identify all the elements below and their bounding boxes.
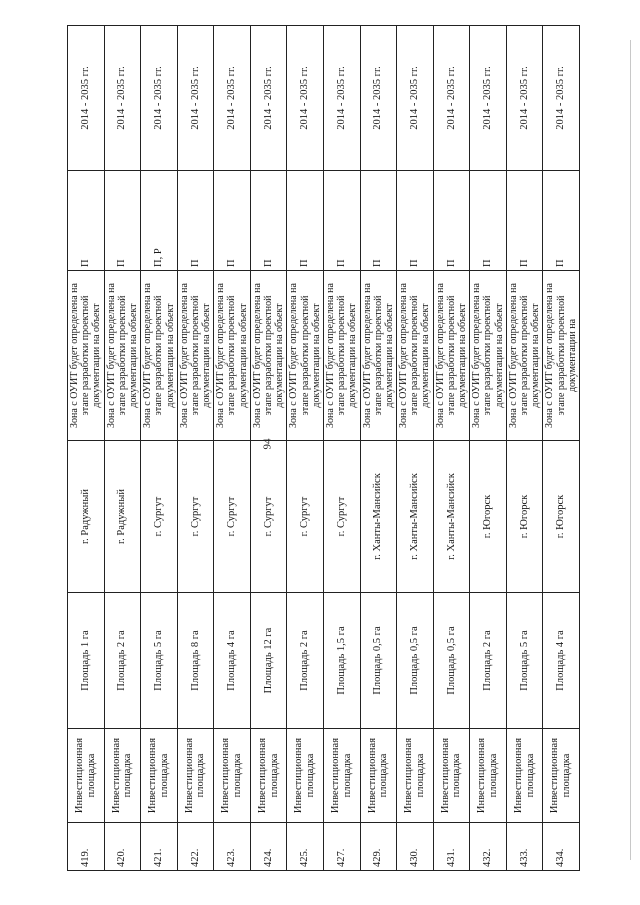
implementation-period-cell: 2014 - 2035 гг. (177, 26, 214, 171)
zone-description-cell: Зона с ОУИТ будет определена на этапе разработки проектной документации на объект (360, 271, 397, 441)
object-type-cell: Инвестиционная площадка (360, 729, 397, 823)
implementation-period-cell: 2014 - 2035 гг. (214, 26, 251, 171)
object-location-cell: г. Радужный (68, 441, 105, 593)
object-area-cell: Площадь 2 га (470, 593, 507, 729)
table-row (323, 26, 360, 871)
object-category-cell: П (506, 171, 543, 271)
object-type-cell: Инвестиционная площадка (68, 729, 105, 823)
object-location-cell: г. Радужный (104, 441, 141, 593)
object-area-cell: Площадь 1,5 га (323, 593, 360, 729)
zone-description-cell: Зона с ОУИТ будет определена на этапе разработки проектной документации на объект (214, 271, 251, 441)
object-type-cell: Инвестиционная площадка (470, 729, 507, 823)
page-number: 94 (261, 438, 274, 450)
object-category-cell: П (68, 171, 105, 271)
zone-description-cell: Зона с ОУИТ будет определена на этапе разработки проектной документации на объект (433, 271, 470, 441)
implementation-period-cell: 2014 - 2035 гг. (287, 26, 324, 171)
investment-sites-table (67, 25, 580, 871)
implementation-period-cell: 2014 - 2035 гг. (360, 26, 397, 171)
object-area-cell: Площадь 4 га (543, 593, 580, 729)
implementation-period-cell: 2014 - 2035 гг. (470, 26, 507, 171)
table-row (543, 26, 580, 871)
object-area-cell: Площадь 1 га (68, 593, 105, 729)
object-type-cell: Инвестиционная площадка (177, 729, 214, 823)
zone-description-cell: Зона с ОУИТ будет определена на этапе разработки проектной документации на (543, 271, 580, 441)
object-location-cell: г. Югорск (506, 441, 543, 593)
row-number-cell: 419. (68, 823, 105, 871)
table-row (104, 26, 141, 871)
object-area-cell: Площадь 8 га (177, 593, 214, 729)
table-row (177, 26, 214, 871)
table-row (433, 26, 470, 871)
zone-description-cell: Зона с ОУИТ будет определена на этапе разработки проектной документации на объект (104, 271, 141, 441)
object-area-cell: Площадь 5 га (141, 593, 178, 729)
zone-description-cell: Зона с ОУИТ будет определена на этапе разработки проектной документации на объект (177, 271, 214, 441)
object-area-cell: Площадь 5 га (506, 593, 543, 729)
row-number-cell: 430. (397, 823, 434, 871)
table-row (141, 26, 178, 871)
object-area-cell: Площадь 12 га (250, 593, 287, 729)
row-number-cell: 433. (506, 823, 543, 871)
table-row (214, 26, 251, 871)
row-number-cell: 427. (323, 823, 360, 871)
zone-description-cell: Зона с ОУИТ будет определена на этапе разработки проектной документации на объект (250, 271, 287, 441)
scan-margin-line (630, 40, 631, 860)
object-location-cell: г. Сургут (323, 441, 360, 593)
object-location-cell: г. Сургут (141, 441, 178, 593)
object-location-cell: г. Ханты-Мансийск (397, 441, 434, 593)
object-category-cell: П (397, 171, 434, 271)
object-type-cell: Инвестиционная площадка (287, 729, 324, 823)
object-type-cell: Инвестиционная площадка (250, 729, 287, 823)
zone-description-cell: Зона с ОУИТ будет определена на этапе разработки проектной документации на объект (141, 271, 178, 441)
table-row (250, 26, 287, 871)
object-category-cell: П (323, 171, 360, 271)
implementation-period-cell: 2014 - 2035 гг. (141, 26, 178, 171)
object-category-cell: П (543, 171, 580, 271)
implementation-period-cell: 2014 - 2035 гг. (250, 26, 287, 171)
object-type-cell: Инвестиционная площадка (397, 729, 434, 823)
row-number-cell: 432. (470, 823, 507, 871)
row-number-cell: 422. (177, 823, 214, 871)
object-category-cell: П (470, 171, 507, 271)
object-type-cell: Инвестиционная площадка (323, 729, 360, 823)
object-area-cell: Площадь 0,5 га (397, 593, 434, 729)
object-category-cell: П (214, 171, 251, 271)
object-location-cell: г. Ханты-Мансийск (433, 441, 470, 593)
object-type-cell: Инвестиционная площадка (433, 729, 470, 823)
object-category-cell: П (250, 171, 287, 271)
object-location-cell: г. Югорск (543, 441, 580, 593)
implementation-period-cell: 2014 - 2035 гг. (397, 26, 434, 171)
row-number-cell: 420. (104, 823, 141, 871)
implementation-period-cell: 2014 - 2035 гг. (433, 26, 470, 171)
row-number-cell: 434. (543, 823, 580, 871)
implementation-period-cell: 2014 - 2035 гг. (323, 26, 360, 171)
zone-description-cell: Зона с ОУИТ будет определена на этапе разработки проектной документации на объект (470, 271, 507, 441)
object-type-cell: Инвестиционная площадка (141, 729, 178, 823)
row-number-cell: 421. (141, 823, 178, 871)
zone-description-cell: Зона с ОУИТ будет определена на этапе разработки проектной документации на объект (397, 271, 434, 441)
object-location-cell: г. Сургут (250, 441, 287, 593)
table-row (397, 26, 434, 871)
table-row (506, 26, 543, 871)
object-area-cell: Площадь 0,5 га (360, 593, 397, 729)
object-area-cell: Площадь 4 га (214, 593, 251, 729)
object-category-cell: П (287, 171, 324, 271)
zone-description-cell: Зона с ОУИТ будет определена на этапе разработки проектной документации на объект (287, 271, 324, 441)
object-category-cell: П (360, 171, 397, 271)
object-category-cell: П, Р (141, 171, 178, 271)
object-type-cell: Инвестиционная площадка (543, 729, 580, 823)
table-row (287, 26, 324, 871)
zone-description-cell: Зона с ОУИТ будет определена на этапе разработки проектной документации на объект (506, 271, 543, 441)
table-row (68, 26, 105, 871)
object-location-cell: г. Ханты-Мансийск (360, 441, 397, 593)
row-number-cell: 425. (287, 823, 324, 871)
implementation-period-cell: 2014 - 2035 гг. (104, 26, 141, 171)
zone-description-cell: Зона с ОУИТ будет определена на этапе разработки проектной документации на объект (68, 271, 105, 441)
object-location-cell: г. Сургут (287, 441, 324, 593)
object-area-cell: Площадь 0,5 га (433, 593, 470, 729)
object-location-cell: г. Сургут (177, 441, 214, 593)
row-number-cell: 424. (250, 823, 287, 871)
implementation-period-cell: 2014 - 2035 гг. (68, 26, 105, 171)
zone-description-cell: Зона с ОУИТ будет определена на этапе разработки проектной документации на объект (323, 271, 360, 441)
row-number-cell: 429. (360, 823, 397, 871)
object-category-cell: П (104, 171, 141, 271)
object-location-cell: г. Сургут (214, 441, 251, 593)
implementation-period-cell: 2014 - 2035 гг. (543, 26, 580, 171)
object-category-cell: П (177, 171, 214, 271)
table-row (470, 26, 507, 871)
object-type-cell: Инвестиционная площадка (506, 729, 543, 823)
object-area-cell: Площадь 2 га (104, 593, 141, 729)
document-table-container (67, 26, 578, 871)
object-type-cell: Инвестиционная площадка (104, 729, 141, 823)
object-location-cell: г. Югорск (470, 441, 507, 593)
table-row (360, 26, 397, 871)
object-category-cell: П (433, 171, 470, 271)
row-number-cell: 423. (214, 823, 251, 871)
implementation-period-cell: 2014 - 2035 гг. (506, 26, 543, 171)
object-area-cell: Площадь 2 га (287, 593, 324, 729)
object-type-cell: Инвестиционная площадка (214, 729, 251, 823)
row-number-cell: 431. (433, 823, 470, 871)
